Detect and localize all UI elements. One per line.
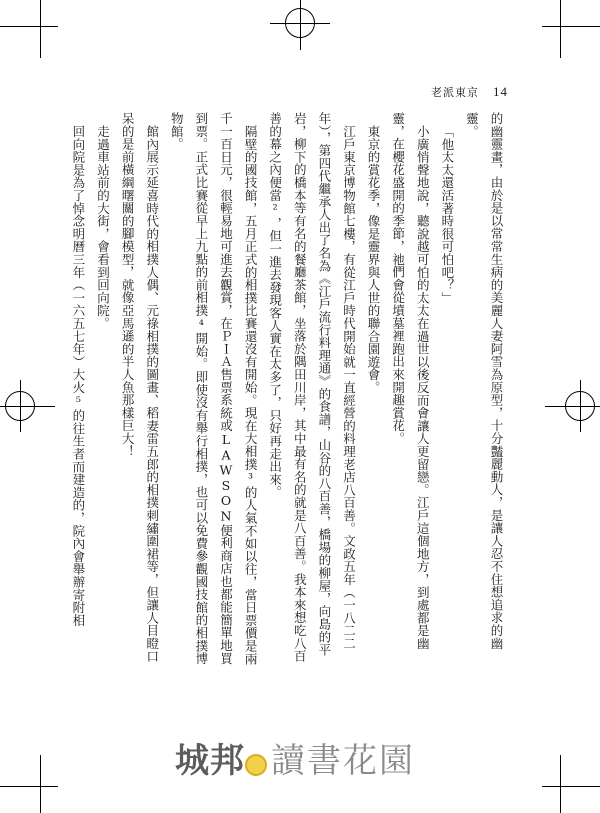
paragraph: 東京的賞花季，像是靈界與人世的聯合園遊會。	[366, 124, 382, 394]
paragraph: 江戶東京博物館七樓，有從江戶時代開始就一直經營的料理老店八百善。文政五年（一八二二年），第四代繼承人出了名為《江戶流行料理通》的食譜，山谷的八百善，橋場的柳屋，向島的平岩，柳下的橋本等有名的餐廳茶館，坐落於隅田川岸，其中最有名的就是八百善。我本來想吃八百善的幕之內便當²，但一進去發現客人實在太多了，只好再走出來。	[267, 112, 357, 663]
watermark-logo	[175, 733, 415, 782]
body-text	[68, 112, 508, 667]
paragraph: 走過車站前的大街，會看到回向院。	[95, 124, 111, 330]
running-header	[431, 84, 508, 100]
paragraph: 的幽靈畫，由於是以常常生病的美麗人妻阿雪為原型，十分豔麗動人，是讓人忍不住想追求的幽靈。	[464, 112, 504, 650]
paragraph: 回向院是為了悼念明曆三年（一六五七年）大火⁵的往生者而建造的，院內會舉辦寄附相	[70, 124, 86, 627]
paragraph: 隔壁的國技館，五月正式的相撲比賽還沒有開始。現在大相撲³的人氣不如以往，當日票價是兩千一百日元，很輕易地可進去觀賞，在ＰＩＡ售票系統或LAWSON便利商店也都能簡單地買到票。正式比賽從早上九點的前相撲⁴開始。即使沒有舉行相撲，也可以免費參觀國技館的相撲博物館。	[169, 112, 259, 665]
mascot-icon	[245, 754, 267, 776]
running-title: 老派東京	[431, 86, 479, 99]
watermark-brand-light: 讀書花園	[271, 741, 415, 781]
page-number: 14	[493, 84, 508, 99]
watermark-brand-strong: 城邦	[175, 741, 245, 781]
dialogue-quote: 「他太太還活著時很可怕吧？」	[439, 124, 455, 304]
paragraph: 小廣悄聲地說，聽說越可怕的太太在過世以後反而會讓人更留戀。江戶這個地方，到處都是幽靈，在櫻花盛開的季節，祂們會從墳墓裡跑出來開趣賞花。	[390, 112, 431, 650]
paragraph: 館內展示延喜時代的相撲人偶、元祿相撲的圖畫、稻妻雷五郎的相撲刺繡圍裙等，但讓人目瞪口呆的是前橫綱曙關的腳模型，就像亞馬遜的半人魚那樣巨大！	[120, 112, 160, 663]
